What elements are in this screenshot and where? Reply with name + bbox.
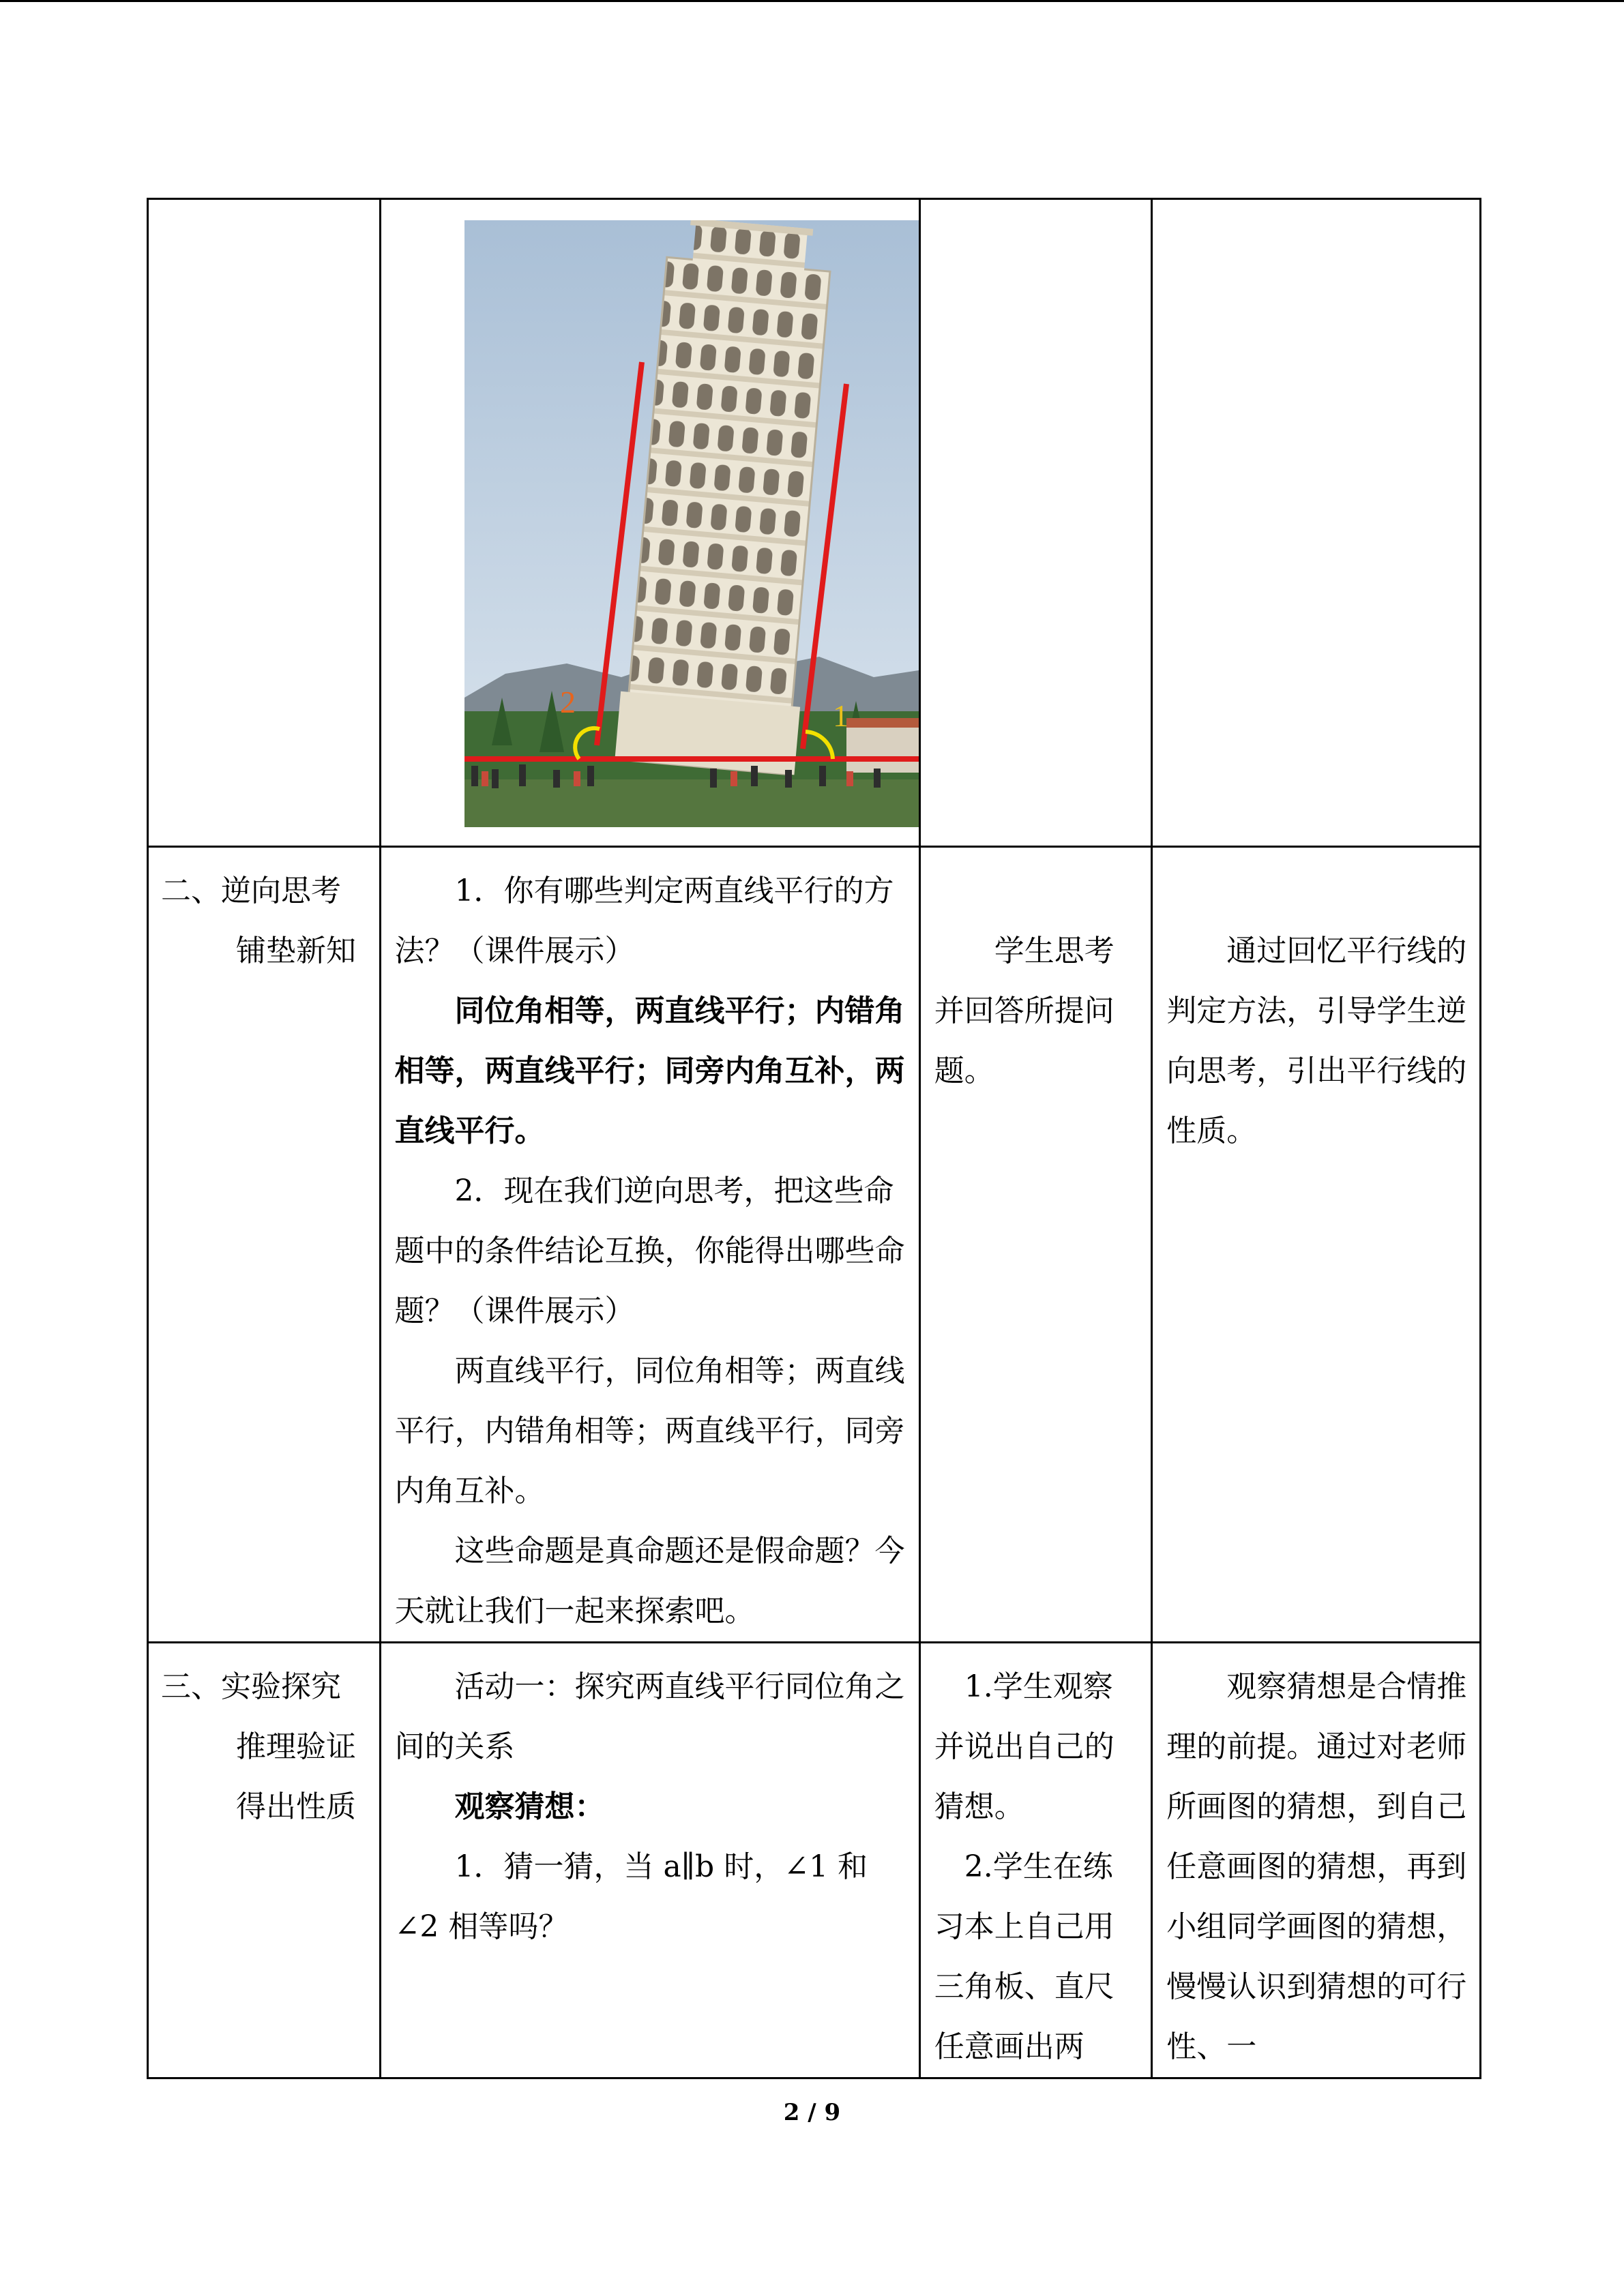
stage-title: 二、逆向思考 [161, 874, 341, 908]
stage-cell-empty [148, 199, 381, 847]
paragraph: 这些命题是真命题还是假命题？今天就让我们一起来探索吧。 [394, 1534, 905, 1628]
intent-cell-empty [1152, 199, 1481, 847]
answer-text-bold: 同位角相等，两直线平行；内错角相等，两直线平行；同旁内角互补，两直线平行。 [394, 994, 905, 1148]
student-activity-cell [919, 847, 1152, 1643]
intent-text: 通过回忆平行线的判定方法，引导学生逆向思考，引出平行线的性质。 [1166, 934, 1467, 1148]
intent-text: 观察猜想是合情推理的前提。通过对老师所画图的猜想，到自己任意画图的猜想，再到小组同学画图的猜想，慢慢认识到猜想的可行性、一 [1166, 1669, 1467, 2064]
design-intent-cell [1152, 1643, 1481, 2078]
stage-title: 三、实验探究 [161, 1669, 341, 1704]
design-intent-cell [1152, 847, 1481, 1643]
stage-title: 得出性质 [236, 1789, 356, 1824]
student-activity-cell [919, 1643, 1152, 2078]
page-number: 2 / 9 [783, 2099, 841, 2126]
stage-cell [148, 1643, 381, 2078]
angle-label-1: 1 [832, 698, 848, 733]
figure-cell [380, 199, 919, 847]
activity-title: 活动一：探究两直线平行同位角之间的关系 [394, 1669, 905, 1764]
paragraph: 两直线平行，同位角相等；两直线平行，内错角相等；两直线平行，同旁内角互补。 [394, 1354, 905, 1508]
student-cell-empty [919, 199, 1152, 847]
stage-title: 铺垫新知 [236, 934, 356, 968]
lesson-plan-table [147, 198, 1481, 2079]
question-text: 1．你有哪些判定两直线平行的方法？（课件展示） [394, 874, 894, 968]
angle-label-2: 2 [559, 685, 576, 719]
teacher-activity-cell [380, 847, 919, 1643]
teacher-activity-cell [380, 1643, 919, 2078]
student-text: 学生思考并回答所提问题。 [934, 934, 1114, 1088]
student-text: 2.学生在练习本上自己用三角板、直尺任意画出两 [934, 1849, 1114, 2064]
table-row-figure [148, 199, 1481, 847]
question-text: 1．猜一猜，当 a∥b 时，∠1 和∠2 相等吗？ [394, 1849, 868, 1944]
page-top-border [0, 0, 1624, 2]
table-row-reverse-thinking [148, 847, 1481, 1643]
subheading-bold: 观察猜想： [454, 1789, 605, 1824]
stage-cell [148, 847, 381, 1643]
table-row-experiment [148, 1643, 1481, 2078]
question-text: 2．现在我们逆向思考，把这些命题中的条件结论互换，你能得出哪些命题？（课件展示） [394, 1174, 905, 1328]
stage-title: 推理验证 [236, 1729, 356, 1764]
student-text: 1.学生观察并说出自己的猜想。 [934, 1669, 1114, 1824]
leaning-tower-photo [464, 220, 919, 827]
